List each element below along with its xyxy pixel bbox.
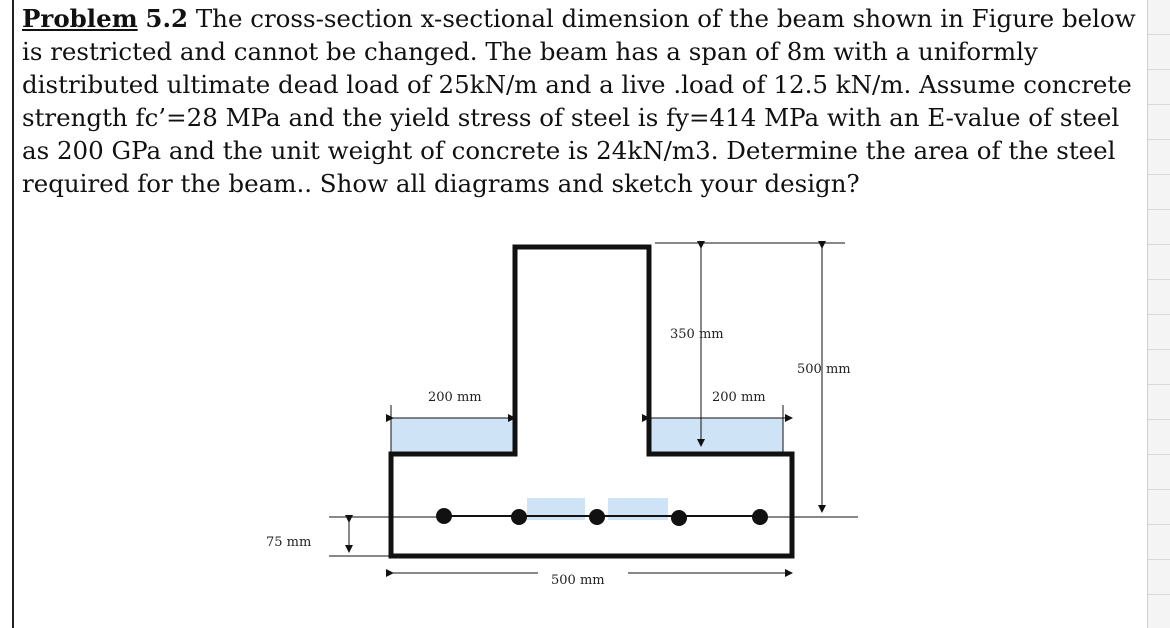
rebar-4	[671, 510, 687, 526]
problem-number: 5.2	[145, 4, 189, 33]
dim-500-height-label: 500 mm	[797, 362, 851, 377]
left-overhang-highlight	[391, 418, 515, 454]
dim-200-left-label: 200 mm	[428, 390, 482, 405]
dim-350-label: 350 mm	[670, 327, 724, 342]
dim-75-label: 75 mm	[266, 535, 312, 550]
problem-body: The cross-section x-sectional dimension of the beam shown in Figure below is restricted and cannot be changed. The beam has a span of 8m with a uniformly distributed ultimate dead load of 25kN/m and a live .load of 12.5 kN/m. Assume concrete strength fc’=28 MPa and the yield stress of steel is fy=414 MPa with an E-value of steel as 200 GPa and the unit weight of concrete is 24kN/m3. Determine the area of the steel required for the beam.. Show all diagrams and sketch your design?	[22, 4, 1136, 198]
dim-200-right-label: 200 mm	[712, 390, 766, 405]
dim-500-width-label: 500 mm	[551, 573, 605, 588]
right-overhang-highlight	[649, 418, 783, 454]
rebar-1	[436, 508, 452, 524]
problem-label: Problem	[22, 4, 138, 33]
rebar-2	[511, 509, 527, 525]
rebar-3	[589, 509, 605, 525]
rebar-5	[752, 509, 768, 525]
